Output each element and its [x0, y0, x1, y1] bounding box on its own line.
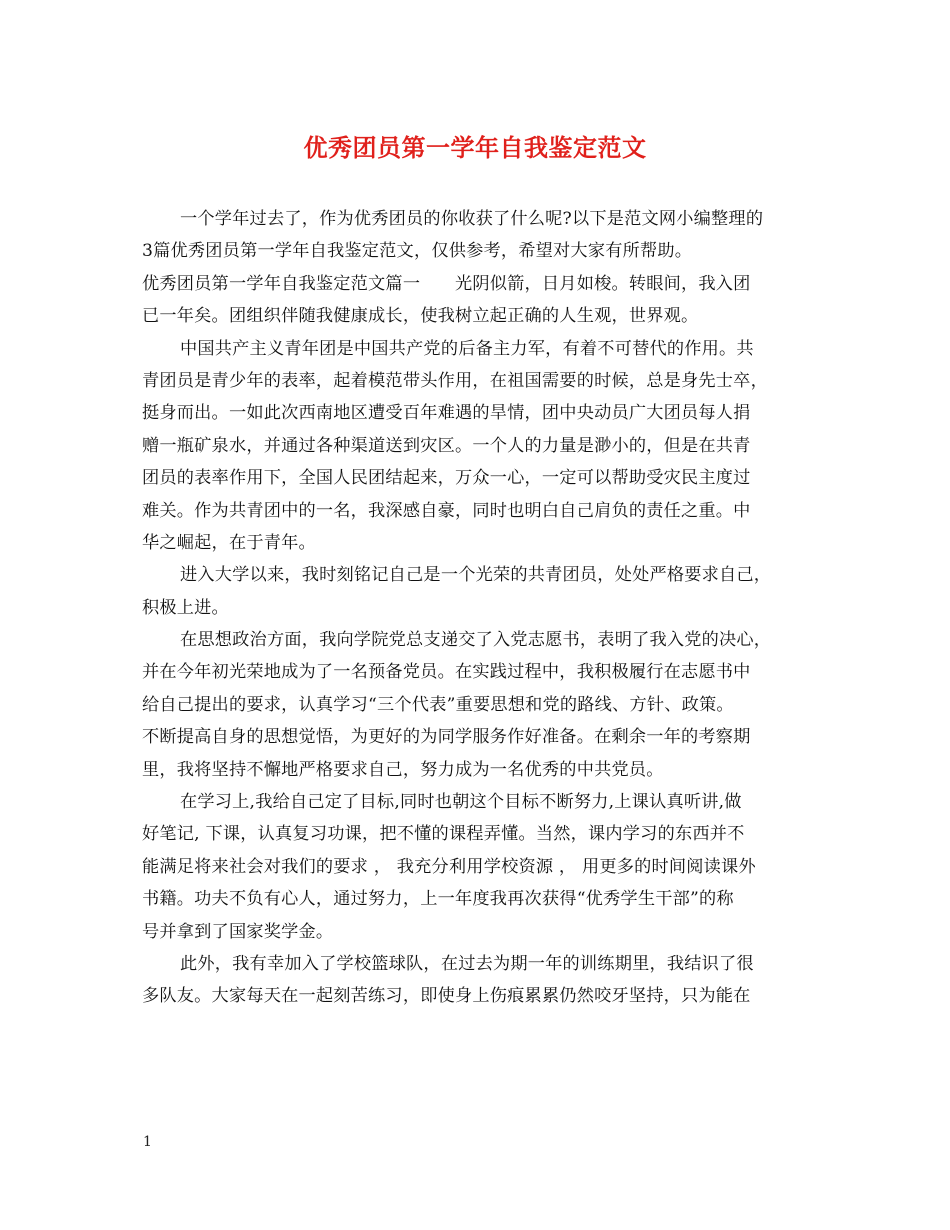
document-title: 优秀团员第一学年自我鉴定范文	[303, 133, 647, 162]
text-line: 此外，我有幸加入了学校篮球队，在过去为期一年的训练期里，我结识了很	[180, 953, 754, 974]
text-line: 在学习上,我给自己定了目标,同时也朝这个目标不断努力,上课认真听讲,做	[180, 792, 742, 813]
text-line: 给自己提出的要求，认真学习“三个代表”重要思想和党的路线、方针、政策。	[142, 694, 734, 715]
text-line: 书籍。功夫不负有心人，通过努力，上一年度我再次获得“优秀学生干部”的称	[142, 889, 734, 910]
text-line: 3篇优秀团员第一学年自我鉴定范文，仅供参考，希望对大家有所帮助。	[142, 241, 693, 262]
text-line: 好笔记, 下课，认真复习功课，把不懂的课程弄懂。当然，课内学习的东西并不	[142, 824, 745, 845]
text-line: 号并拿到了国家奖学金。	[142, 921, 334, 942]
text-line: 一个学年过去了，作为优秀团员的你收获了什么呢?以下是范文网小编整理的	[180, 209, 764, 229]
text-line: 赠一瓶矿泉水，并通过各种渠道送到灾区。一个人的力量是渺小的，但是在共青	[142, 435, 751, 456]
text-line: 积极上进。	[142, 597, 229, 618]
text-line: 进入大学以来，我时刻铭记自己是一个光荣的共青团员，处处严格要求自己，	[180, 565, 772, 586]
text-line: 优秀团员第一学年自我鉴定范文篇一 光阴似箭，日月如梭。转眼间，我入团	[142, 273, 751, 294]
text-line: 里，我将坚持不懈地严格要求自己，努力成为一名优秀的中共党员。	[142, 759, 664, 780]
text-line: 难关。作为共青团中的一名，我深感自豪，同时也明白自己肩负的责任之重。中	[142, 500, 751, 521]
text-line: 多队友。大家每天在一起刻苦练习，即使身上伤痕累累仍然咬牙坚持，只为能在	[142, 986, 751, 1007]
text-line: 已一年矣。团组织伴随我健康成长，使我树立起正确的人生观，世界观。	[142, 306, 699, 327]
text-line: 在思想政治方面，我向学院党总支递交了入党志愿书，表明了我入党的决心，	[180, 630, 772, 651]
text-line: 能满足将来社会对我们的要求 ， 我充分利用学校资源 ， 用更多的时间阅读课外	[142, 856, 756, 877]
text-line: 中国共产主义青年团是中国共产党的后备主力军，有着不可替代的作用。共	[180, 338, 754, 359]
text-line: 青团员是青少年的表率，起着模范带头作用，在祖国需要的时候，总是身先士卒，	[142, 370, 768, 391]
text-line: 团员的表率作用下，全国人民团结起来，万众一心，一定可以帮助受灾民主度过	[142, 468, 751, 489]
document-body	[142, 203, 822, 1013]
text-line: 不断提高自身的思想觉悟，为更好的为同学服务作好准备。在剩余一年的考察期	[142, 727, 751, 748]
text-line: 并在今年初光荣地成为了一名预备党员。在实践过程中，我积极履行在志愿书中	[142, 662, 751, 683]
page-number: 1	[143, 1134, 152, 1150]
text-line: 华之崛起，在于青年。	[142, 532, 316, 553]
text-line: 挺身而出。一如此次西南地区遭受百年难遇的旱情，团中央动员广大团员每人捐	[142, 403, 751, 424]
